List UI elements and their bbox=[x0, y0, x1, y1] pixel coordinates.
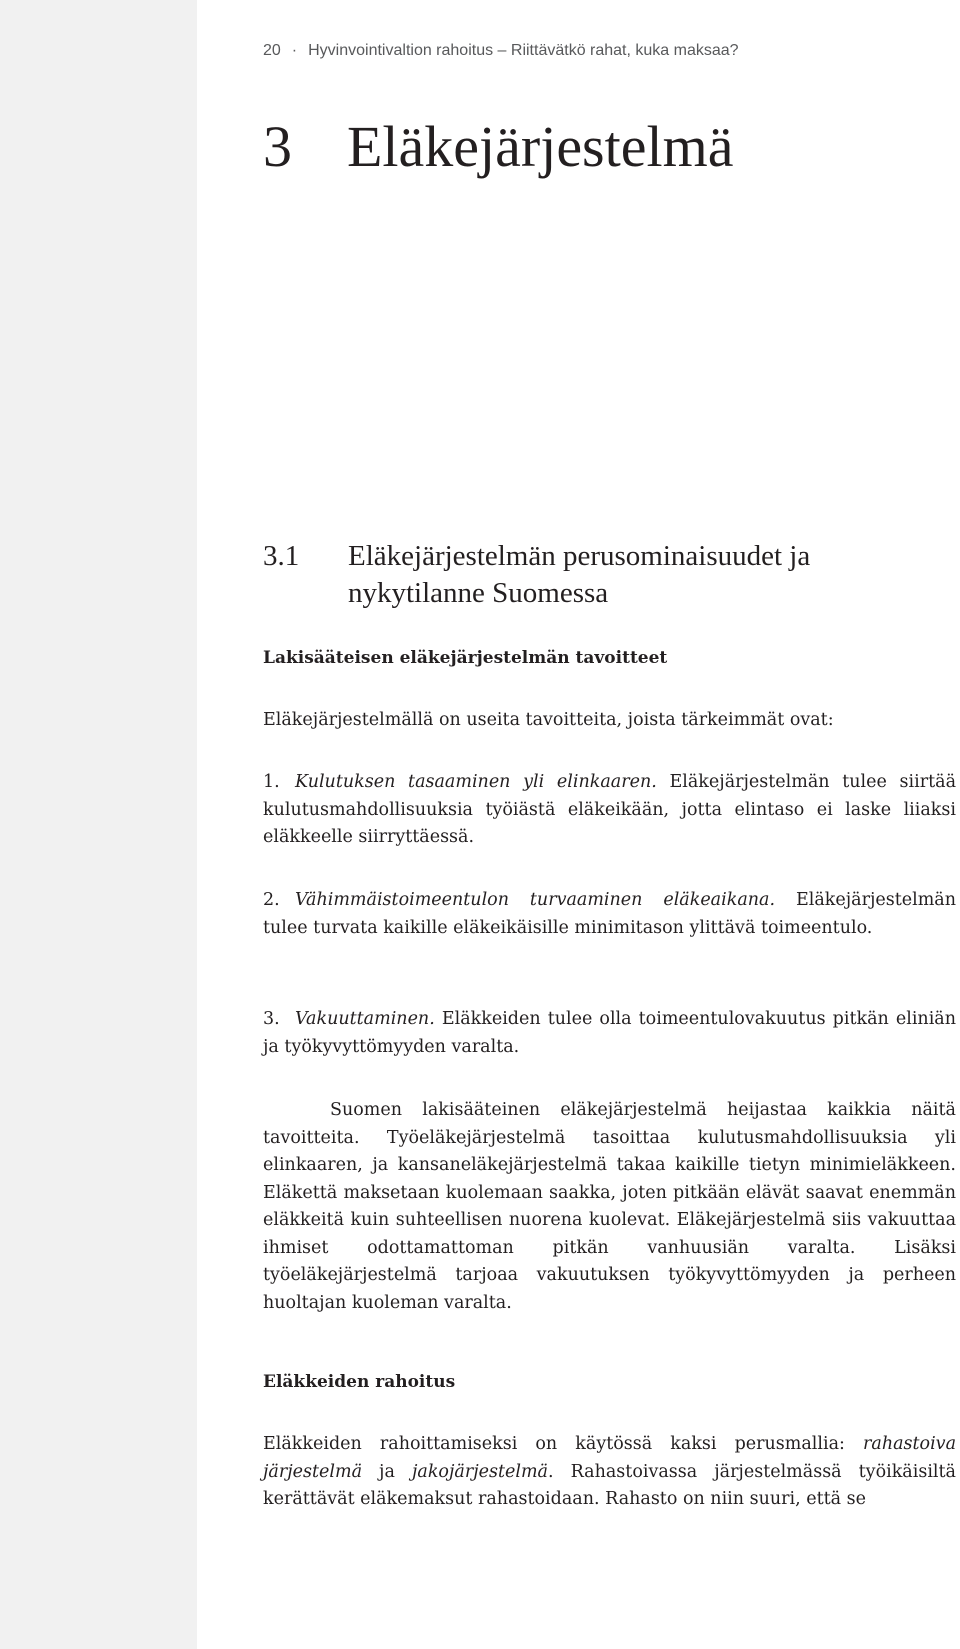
funding-text: . Rahastoivassa järjestelmässä työikäisiltä kerättävät eläkemaksut rahastoidaan. Rahasto on niin suuri, että se bbox=[263, 1461, 956, 1509]
goal-text: Eläkejärjestelmän tulee turvata kaikille eläkeikäisille minimitason ylittävä toimeentulo. bbox=[263, 890, 956, 938]
goal-item-3 bbox=[263, 1006, 956, 1061]
goal-text: Eläkejärjestelmän tulee siirtää kulutusmahdollisuuksia työiästä eläkeikään, jotta elintaso ei laske liiaksi eläkkeelle siirryttäessä. bbox=[263, 772, 956, 847]
chapter-title: Eläkejärjestelmä bbox=[347, 114, 734, 179]
funding-text: Eläkkeiden rahoittamiseksi on käytössä kaksi perusmallia: bbox=[263, 1434, 864, 1454]
intro-paragraph: Eläkejärjestelmällä on useita tavoitteita, joista tärkeimmät ovat: bbox=[263, 710, 834, 730]
goal-number: 1. bbox=[263, 772, 280, 792]
header-separator: · bbox=[291, 42, 298, 59]
section-title: Eläkejärjestelmän perusominaisuudet ja nykytilanne Suomessa bbox=[348, 540, 811, 609]
term-funded-system: rahastoiva järjestelmä bbox=[263, 1434, 956, 1482]
summary-paragraph: Suomen lakisääteinen eläkejärjestelmä heijastaa kaikkia näitä tavoitteita. Työeläkejärjestelmä tasoittaa kulutusmahdollisuuksia yli elinkaaren, ja kansaneläkejärjestelmä takaa kaikille tietyn minimieläkkeen. Eläkettä maksetaan kuolemaan saakka, joten pitkään elävät saavat enemmän eläkkeitä kuin suhteellisen nuorena kuolevat. Eläkejärjestelmä siis vakuuttaa ihmiset odottamattoman pitkän vanhuusiän varalta. Lisäksi työeläkejärjestelmä tarjoaa vakuutuksen työkyvyttömyyden ja perheen huoltajan kuoleman varalta. bbox=[263, 1100, 956, 1313]
running-title: Hyvinvointivaltion rahoitus – Riittävätkö rahat, kuka maksaa? bbox=[308, 42, 739, 59]
goal-number: 3. bbox=[263, 1009, 280, 1029]
running-header bbox=[263, 42, 739, 60]
page-margin-band bbox=[0, 0, 197, 1649]
goal-title: Kulutuksen tasaaminen yli elinkaaren. bbox=[295, 772, 657, 792]
goal-item-2 bbox=[263, 887, 956, 942]
funding-paragraph bbox=[263, 1431, 956, 1514]
funding-text: ja bbox=[362, 1461, 412, 1482]
goal-title: Vakuuttaminen. bbox=[295, 1009, 435, 1029]
subheading-funding: Eläkkeiden rahoitus bbox=[263, 1372, 456, 1392]
section-heading bbox=[263, 538, 948, 612]
term-paygo-system: jakojärjestelmä bbox=[411, 1461, 548, 1482]
goal-number: 2. bbox=[263, 890, 280, 910]
chapter-heading bbox=[263, 114, 734, 179]
section-number: 3.1 bbox=[263, 540, 300, 572]
goal-item-1 bbox=[263, 769, 956, 852]
chapter-number: 3 bbox=[263, 114, 292, 179]
goal-title: Vähimmäistoimeentulon turvaaminen eläkeaikana. bbox=[295, 890, 776, 910]
goal-text: Eläkkeiden tulee olla toimeentulovakuutus pitkän eliniän ja työkyvyttömyyden varalta. bbox=[263, 1009, 956, 1057]
page-number: 20 bbox=[263, 42, 281, 59]
subheading-goals: Lakisääteisen eläkejärjestelmän tavoitteet bbox=[263, 648, 668, 668]
